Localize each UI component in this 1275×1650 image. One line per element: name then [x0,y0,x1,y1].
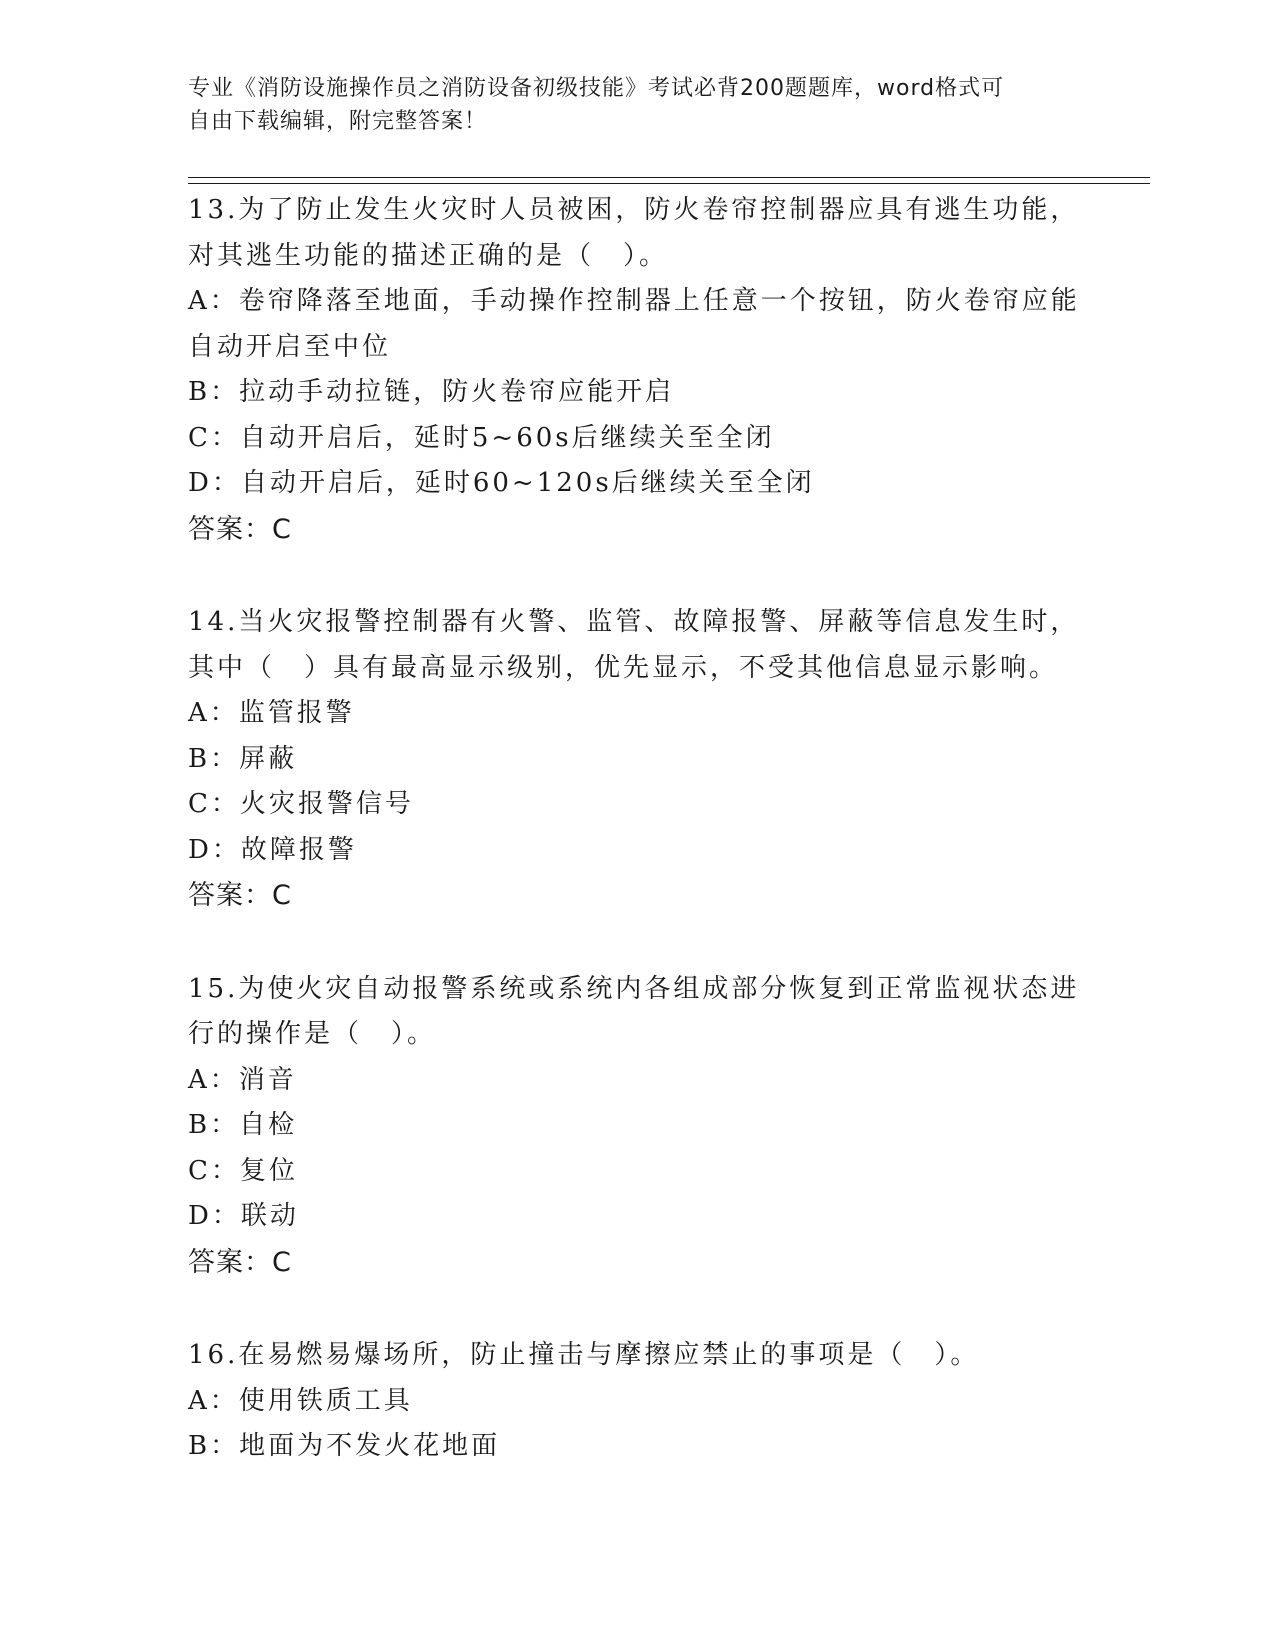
question-stem-line: 13.为了防止发生火灾时人员被困，防火卷帘控制器应具有逃生功能， [188,195,1080,225]
option-d: D：故障报警 [188,834,357,865]
option-a-continued: 自动开启至中位 [188,331,392,362]
question-14 [188,600,1088,919]
answer-label: 答案：C [188,513,292,545]
option-a: A：监管报警 [188,698,355,728]
answer-label: 答案：C [188,1246,292,1278]
option-c: C：火灾报警信号 [188,789,414,819]
header-rule-top [188,177,1150,178]
option-d: D：自动开启后，延时60~120s后继续关至全闭 [188,468,815,498]
question-16 [188,1333,1088,1470]
question-list [188,188,1088,1518]
option-a: A：使用铁质工具 [188,1385,413,1416]
option-b: B：地面为不发火花地面 [188,1431,501,1461]
question-stem-line: 其中（ ）具有最高显示级别，优先显示，不受其他信息显示影响。 [188,652,1059,683]
question-15 [188,967,1088,1286]
option-a: A：卷帘降落至地面，手动操作控制器上任意一个按钮，防火卷帘应能 [188,286,1080,316]
question-stem-line: 行的操作是（ ）。 [188,1019,437,1049]
option-d: D：联动 [188,1201,299,1231]
question-stem-line: 对其逃生功能的描述正确的是（ ）。 [188,240,669,271]
option-a: A：消音 [188,1064,297,1095]
document-header [188,72,1088,138]
question-stem-line: 15.为使火灾自动报警系统或系统内各组成部分恢复到正常监视状态进 [188,973,1080,1004]
option-c: C：复位 [188,1155,298,1186]
option-b: B：拉动手动拉链，防火卷帘应能开启 [188,377,675,407]
option-b: B：屏蔽 [188,743,298,774]
question-stem-line: 16.在易燃易爆场所，防止撞击与摩擦应禁止的事项是（ ）。 [188,1340,980,1370]
header-rule-bottom [188,183,1150,184]
option-b: B：自检 [188,1110,298,1140]
question-13 [188,188,1088,552]
answer-label: 答案：C [188,880,292,911]
option-c: C：自动开启后，延时5~60s后继续关至全闭 [188,422,775,453]
header-line-2: 自由下载编辑，附完整答案！ [188,109,488,134]
header-line-1: 专业《消防设施操作员之消防设备初级技能》考试必背200题题库，word格式可 [188,76,1005,101]
question-stem-line: 14.当火灾报警控制器有火警、监管、故障报警、屏蔽等信息发生时， [188,607,1080,637]
